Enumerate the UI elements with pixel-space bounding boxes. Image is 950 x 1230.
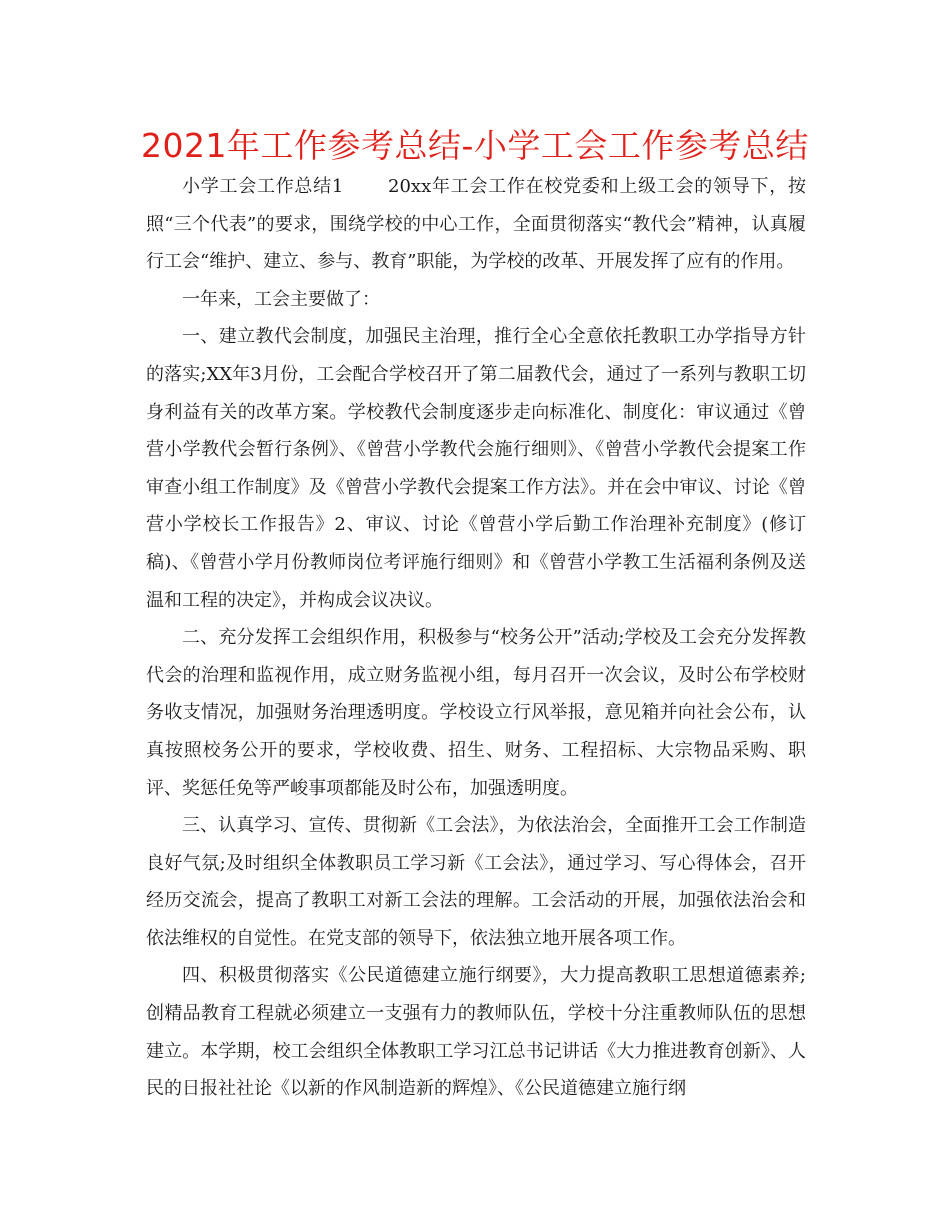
document-body [146,168,806,1108]
paragraph-item-2: 二、充分发挥工会组织作用，积极参与“校务公开”活动;学校及工会充分发挥教代会的治理和监视作用，成立财务监视小组，每月召开一次会议，及时公布学校财务收支情况，加强财务治理透明度。学校设立行风举报，意见箱并向社会公布，认真按照校务公开的要求，学校收费、招生、财务、工程招标、大宗物品采购、职评、奖惩任免等严峻事项都能及时公布，加强透明度。 [146,627,806,799]
paragraph-item-1: 一、建立教代会制度，加强民主治理，推行全心全意依托教职工办学指导方针的落实;XX年3月份，工会配合学校召开了第二届教代会，通过了一系列与教职工切身利益有关的改革方案。学校教代会制度逐步走向标准化、制度化：审议通过《曾营小学教代会暂行条例》、《曾营小学教代会施行细则》、《曾营小学教代会提案工作审查小组工作制度》及《曾营小学教代会提案工作方法》。并在会中审议、讨论《曾营小学校长工作报告》2、审议、讨论《曾营小学后勤工作治理补充制度》(修订稿)、《曾营小学月份教师岗位考评施行细则》和《曾营小学教工生活福利条例及送温和工程的决定》，并构成会议决议。 [146,326,806,611]
paragraph-item-4: 四、积极贯彻落实《公民道德建立施行纲要》，大力提高教职工思想道德素养;创精品教育工程就必须建立一支强有力的教师队伍，学校十分注重教师队伍的思想建立。本学期，校工会组织全体教职工学习江总书记讲话《大力推进教育创新》、人民的日报社社论《以新的作风制造新的辉煌》、《公民道德建立施行纲 [146,965,806,1100]
document-title: 2021年工作参考总结-小学工会工作参考总结 [141,126,809,165]
paragraph-item-3: 三、认真学习、宣传、贯彻新《工会法》，为依法治会，全面推开工会工作制造良好气氛;及时组织全体教职员工学习新《工会法》，通过学习、写心得体会，召开经历交流会，提高了教职工对新工会法的理解。工会活动的开展，加强依法治会和依法维权的自觉性。在党支部的领导下，依法独立地开展各项工作。 [146,815,806,949]
paragraph-intro: 小学工会工作总结1 20xx年工会工作在校党委和上级工会的领导下，按照“三个代表”的要求，围绕学校的中心工作，全面贯彻落实“教代会”精神，认真履行工会“维护、建立、参与、教育”职能，为学校的改革、开展发挥了应有的作用。 [146,176,806,273]
paragraph-summary-lead: 一年来，工会主要做了： [182,288,380,310]
